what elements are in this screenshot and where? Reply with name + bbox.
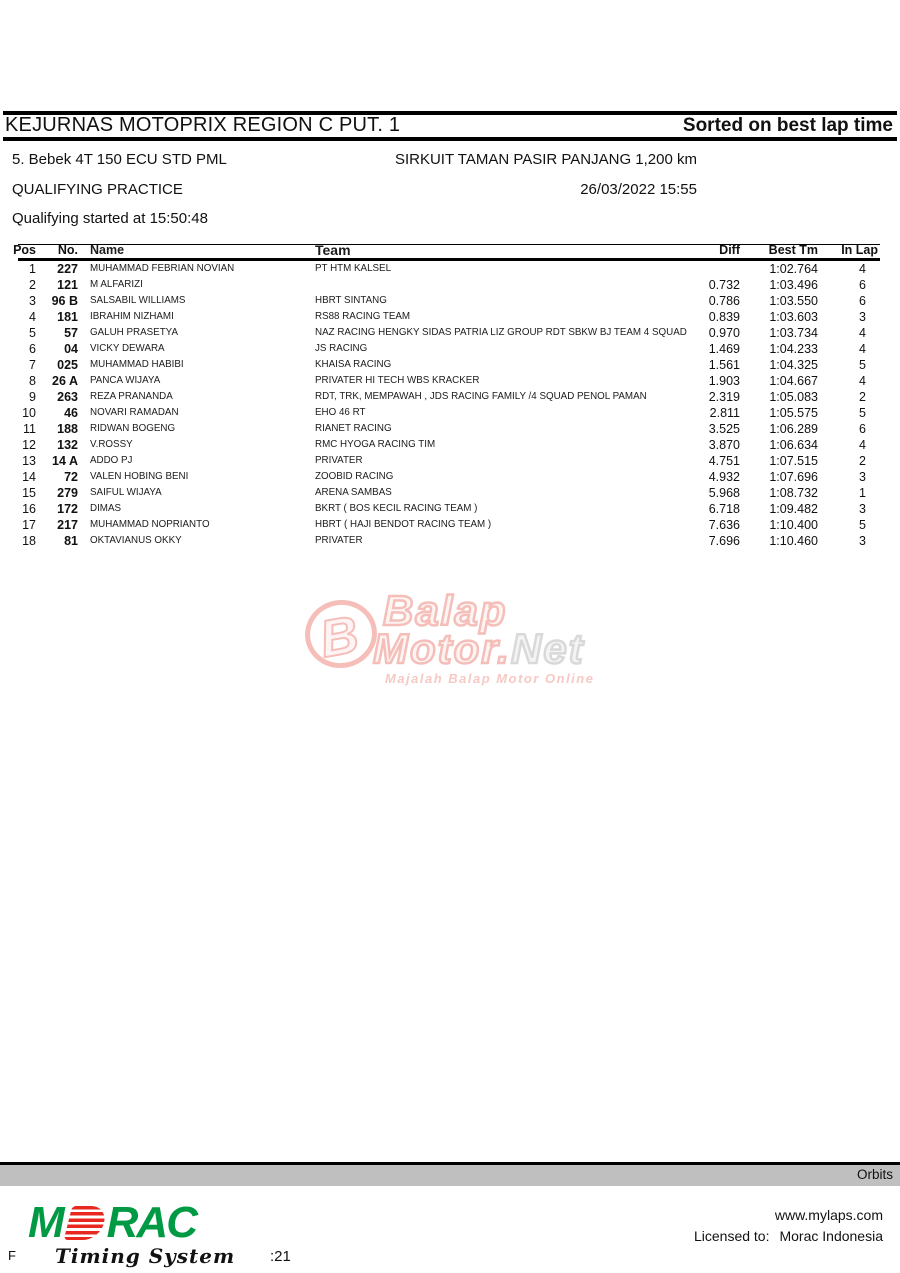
- license-line: [694, 1226, 883, 1246]
- cell-diff: 2.811: [709, 406, 740, 420]
- cell-best-time: 1:03.603: [769, 310, 818, 324]
- table-row: [0, 485, 900, 501]
- cell-rider-name: OKTAVIANUS OKKY: [90, 535, 182, 546]
- orbits-label: Orbits: [856, 1167, 893, 1182]
- event-info-line: [0, 150, 900, 170]
- cell-best-time: 1:10.400: [769, 518, 818, 532]
- table-row: [0, 453, 900, 469]
- cell-best-time: 1:06.289: [769, 422, 818, 436]
- mylaps-url: www.mylaps.com: [774, 1207, 883, 1223]
- table-row: [0, 261, 900, 277]
- cell-bike-no: 14 A: [52, 454, 78, 468]
- cell-best-time: 1:04.325: [769, 358, 818, 372]
- cell-rider-name: REZA PRANANDA: [90, 391, 173, 402]
- cell-bike-no: 279: [57, 486, 78, 500]
- cell-position: 6: [29, 342, 36, 356]
- table-row: [0, 469, 900, 485]
- cell-best-time: 1:07.515: [769, 454, 818, 468]
- cell-position: 2: [29, 278, 36, 292]
- balapmotor-b-letter: B: [315, 605, 363, 670]
- cell-bike-no: 57: [64, 326, 78, 340]
- session-name: QUALIFYING PRACTICE: [12, 181, 183, 198]
- cell-team: PT HTM KALSEL: [315, 263, 392, 274]
- cell-in-lap: 3: [859, 310, 866, 324]
- cell-position: 10: [22, 406, 36, 420]
- footer-text-fragment-left: F: [8, 1248, 16, 1263]
- cell-team: HBRT ( HAJI BENDOT RACING TEAM ): [315, 519, 492, 530]
- cell-diff: 0.786: [708, 294, 740, 308]
- event-class: 5. Bebek 4T 150 ECU STD PML: [12, 151, 227, 168]
- cell-team: JS RACING: [315, 343, 368, 354]
- cell-bike-no: 227: [57, 262, 78, 276]
- table-row: [0, 437, 900, 453]
- cell-in-lap: 5: [859, 358, 866, 372]
- table-row: [0, 421, 900, 437]
- cell-rider-name: RIDWAN BOGENG: [90, 423, 176, 434]
- table-row: [0, 501, 900, 517]
- cell-team: EHO 46 RT: [315, 407, 366, 418]
- cell-diff: 0.839: [708, 310, 740, 324]
- cell-in-lap: 4: [859, 326, 866, 340]
- cell-position: 1: [29, 262, 36, 276]
- table-row: [0, 277, 900, 293]
- cell-in-lap: 2: [859, 454, 866, 468]
- sort-order-label: Sorted on best lap time: [682, 115, 893, 136]
- cell-rider-name: MUHAMMAD HABIBI: [90, 359, 184, 370]
- cell-best-time: 1:06.634: [769, 438, 818, 452]
- session-info-line: [0, 180, 900, 200]
- cell-diff: 3.525: [708, 422, 740, 436]
- cell-position: 15: [22, 486, 36, 500]
- cell-position: 4: [29, 310, 36, 324]
- cell-best-time: 1:10.460: [769, 534, 818, 548]
- cell-diff: 0.970: [708, 326, 740, 340]
- cell-position: 3: [29, 294, 36, 308]
- cell-bike-no: 025: [57, 358, 78, 372]
- morac-logo: [8, 1200, 308, 1268]
- cell-team: KHAISA RACING: [315, 359, 392, 370]
- cell-team: PRIVATER: [315, 455, 363, 466]
- cell-bike-no: 188: [57, 422, 78, 436]
- morac-letter-m: M: [28, 1198, 63, 1247]
- cell-position: 5: [29, 326, 36, 340]
- cell-in-lap: 5: [859, 518, 866, 532]
- watermark-line2: [373, 625, 594, 672]
- timing-system-label: Timing System: [55, 1244, 236, 1268]
- cell-rider-name: M ALFARIZI: [90, 279, 143, 290]
- cell-rider-name: SAIFUL WIJAYA: [90, 487, 162, 498]
- table-row: [0, 389, 900, 405]
- cell-rider-name: SALSABIL WILLIAMS: [90, 295, 186, 306]
- col-header-pos: Pos: [13, 243, 36, 257]
- cell-best-time: 1:09.482: [769, 502, 818, 516]
- cell-bike-no: 72: [64, 470, 78, 484]
- cell-best-time: 1:07.696: [769, 470, 818, 484]
- cell-team: RIANET RACING: [315, 423, 392, 434]
- cell-bike-no: 263: [57, 390, 78, 404]
- cell-position: 7: [29, 358, 36, 372]
- cell-team: PRIVATER: [315, 535, 363, 546]
- table-row: [0, 373, 900, 389]
- session-datetime: 26/03/2022 15:55: [580, 181, 697, 198]
- cell-in-lap: 3: [859, 470, 866, 484]
- col-header-no: No.: [57, 243, 78, 257]
- cell-rider-name: MUHAMMAD FEBRIAN NOVIAN: [90, 263, 235, 274]
- orbits-bar: [0, 1165, 900, 1186]
- morac-letters-rac: RAC: [106, 1198, 196, 1247]
- cell-rider-name: VALEN HOBING BENI: [90, 471, 189, 482]
- morac-o-stripes-icon: [63, 1206, 107, 1240]
- cell-team: ARENA SAMBAS: [315, 487, 392, 498]
- table-header-row: [0, 243, 900, 258]
- cell-diff: 7.636: [708, 518, 740, 532]
- watermark-text: [373, 587, 595, 686]
- cell-diff: 4.751: [708, 454, 740, 468]
- cell-diff: 4.932: [708, 470, 740, 484]
- cell-in-lap: 3: [859, 502, 866, 516]
- footer-text-fragment-right: :21: [270, 1248, 291, 1265]
- cell-in-lap: 4: [859, 438, 866, 452]
- cell-position: 9: [29, 390, 36, 404]
- cell-best-time: 1:04.667: [769, 374, 818, 388]
- header-bottom-rule: [3, 137, 897, 141]
- cell-in-lap: 4: [859, 262, 866, 276]
- cell-team: RDT, TRK, MEMPAWAH , JDS RACING FAMILY /4 SQUAD PENOL PAMAN: [315, 391, 647, 402]
- cell-bike-no: 132: [57, 438, 78, 452]
- cell-team: RS88 RACING TEAM: [315, 311, 411, 322]
- table-row: [0, 325, 900, 341]
- cell-best-time: 1:02.764: [769, 262, 818, 276]
- balapmotor-watermark: [305, 587, 615, 687]
- morac-subtitle-row: [8, 1246, 308, 1268]
- col-header-name: Name: [90, 243, 125, 257]
- col-header-besttm: Best Tm: [768, 243, 818, 257]
- title-band: [0, 114, 900, 137]
- table-row: [0, 517, 900, 533]
- cell-team: PRIVATER HI TECH WBS KRACKER: [315, 375, 480, 386]
- cell-best-time: 1:03.550: [769, 294, 818, 308]
- cell-bike-no: 172: [57, 502, 78, 516]
- cell-bike-no: 04: [64, 342, 78, 356]
- col-header-inlap: In Lap: [841, 243, 878, 257]
- cell-position: 12: [22, 438, 36, 452]
- cell-rider-name: GALUH PRASETYA: [90, 327, 179, 338]
- cell-bike-no: 96 B: [51, 294, 78, 308]
- cell-diff: 0.732: [708, 278, 740, 292]
- cell-diff: 6.718: [708, 502, 740, 516]
- cell-bike-no: 181: [57, 310, 78, 324]
- cell-position: 14: [22, 470, 36, 484]
- cell-position: 13: [22, 454, 36, 468]
- cell-diff: 1.903: [708, 374, 740, 388]
- cell-in-lap: 5: [859, 406, 866, 420]
- cell-rider-name: VICKY DEWARA: [90, 343, 165, 354]
- cell-in-lap: 4: [859, 342, 866, 356]
- table-row: [0, 357, 900, 373]
- cell-bike-no: 26 A: [52, 374, 78, 388]
- cell-team: RMC HYOGA RACING TIM: [315, 439, 436, 450]
- cell-in-lap: 6: [859, 278, 866, 292]
- cell-rider-name: NOVARI RAMADAN: [90, 407, 179, 418]
- page-title: KEJURNAS MOTOPRIX REGION C PUT. 1: [5, 114, 401, 136]
- cell-team: NAZ RACING HENGKY SIDAS PATRIA LIZ GROUP RDT SBKW BJ TEAM 4 SQUAD: [315, 327, 687, 338]
- cell-rider-name: IBRAHIM NIZHAMI: [90, 311, 174, 322]
- watermark-net: Net: [510, 625, 585, 672]
- cell-in-lap: 3: [859, 534, 866, 548]
- balapmotor-badge-icon: [300, 594, 383, 673]
- cell-position: 11: [23, 422, 36, 436]
- table-row: [0, 405, 900, 421]
- session-note-line: [0, 209, 900, 229]
- cell-diff: 7.696: [708, 534, 740, 548]
- watermark-motor: Motor.: [373, 625, 511, 672]
- table-row: [0, 293, 900, 309]
- cell-position: 16: [22, 502, 36, 516]
- cell-diff: 3.870: [708, 438, 740, 452]
- cell-bike-no: 121: [57, 278, 78, 292]
- cell-position: 18: [22, 534, 36, 548]
- cell-team: HBRT SINTANG: [315, 295, 387, 306]
- cell-rider-name: PANCA WIJAYA: [90, 375, 161, 386]
- circuit-name: SIRKUIT TAMAN PASIR PANJANG 1,200 km: [394, 151, 697, 168]
- cell-best-time: 1:03.496: [769, 278, 818, 292]
- morac-wordmark: [28, 1200, 328, 1246]
- licensed-to-label: Licensed to:: [693, 1228, 770, 1244]
- cell-position: 8: [29, 374, 36, 388]
- cell-in-lap: 1: [859, 486, 866, 500]
- licensee-name: Morac Indonesia: [779, 1228, 883, 1244]
- cell-rider-name: V.ROSSY: [90, 439, 133, 450]
- col-header-team: Team: [315, 242, 351, 258]
- cell-best-time: 1:08.732: [769, 486, 818, 500]
- cell-diff: 1.469: [708, 342, 740, 356]
- cell-bike-no: 46: [64, 406, 78, 420]
- cell-in-lap: 4: [859, 374, 866, 388]
- cell-position: 17: [22, 518, 36, 532]
- cell-best-time: 1:05.575: [769, 406, 818, 420]
- cell-diff: 2.319: [708, 390, 740, 404]
- watermark-line1: Balap: [383, 587, 508, 634]
- cell-in-lap: 2: [859, 390, 866, 404]
- watermark-tagline: Majalah Balap Motor Online: [385, 671, 595, 686]
- cell-best-time: 1:03.734: [769, 326, 818, 340]
- footer-right: [694, 1205, 883, 1246]
- table-row: [0, 341, 900, 357]
- cell-bike-no: 217: [57, 518, 78, 532]
- results-rows: [0, 261, 900, 549]
- cell-diff: 5.968: [708, 486, 740, 500]
- session-start-note: Qualifying started at 15:50:48: [12, 210, 208, 227]
- cell-bike-no: 81: [64, 534, 78, 548]
- cell-rider-name: MUHAMMAD NOPRIANTO: [90, 519, 210, 530]
- col-header-diff: Diff: [719, 243, 740, 257]
- table-row: [0, 533, 900, 549]
- table-row: [0, 309, 900, 325]
- cell-in-lap: 6: [859, 294, 866, 308]
- cell-best-time: 1:05.083: [769, 390, 818, 404]
- cell-diff: 1.561: [708, 358, 740, 372]
- cell-rider-name: DIMAS: [90, 503, 122, 514]
- cell-best-time: 1:04.233: [769, 342, 818, 356]
- cell-rider-name: ADDO PJ: [90, 455, 133, 466]
- cell-team: ZOOBID RACING: [315, 471, 394, 482]
- cell-in-lap: 6: [859, 422, 866, 436]
- cell-team: BKRT ( BOS KECIL RACING TEAM ): [315, 503, 478, 514]
